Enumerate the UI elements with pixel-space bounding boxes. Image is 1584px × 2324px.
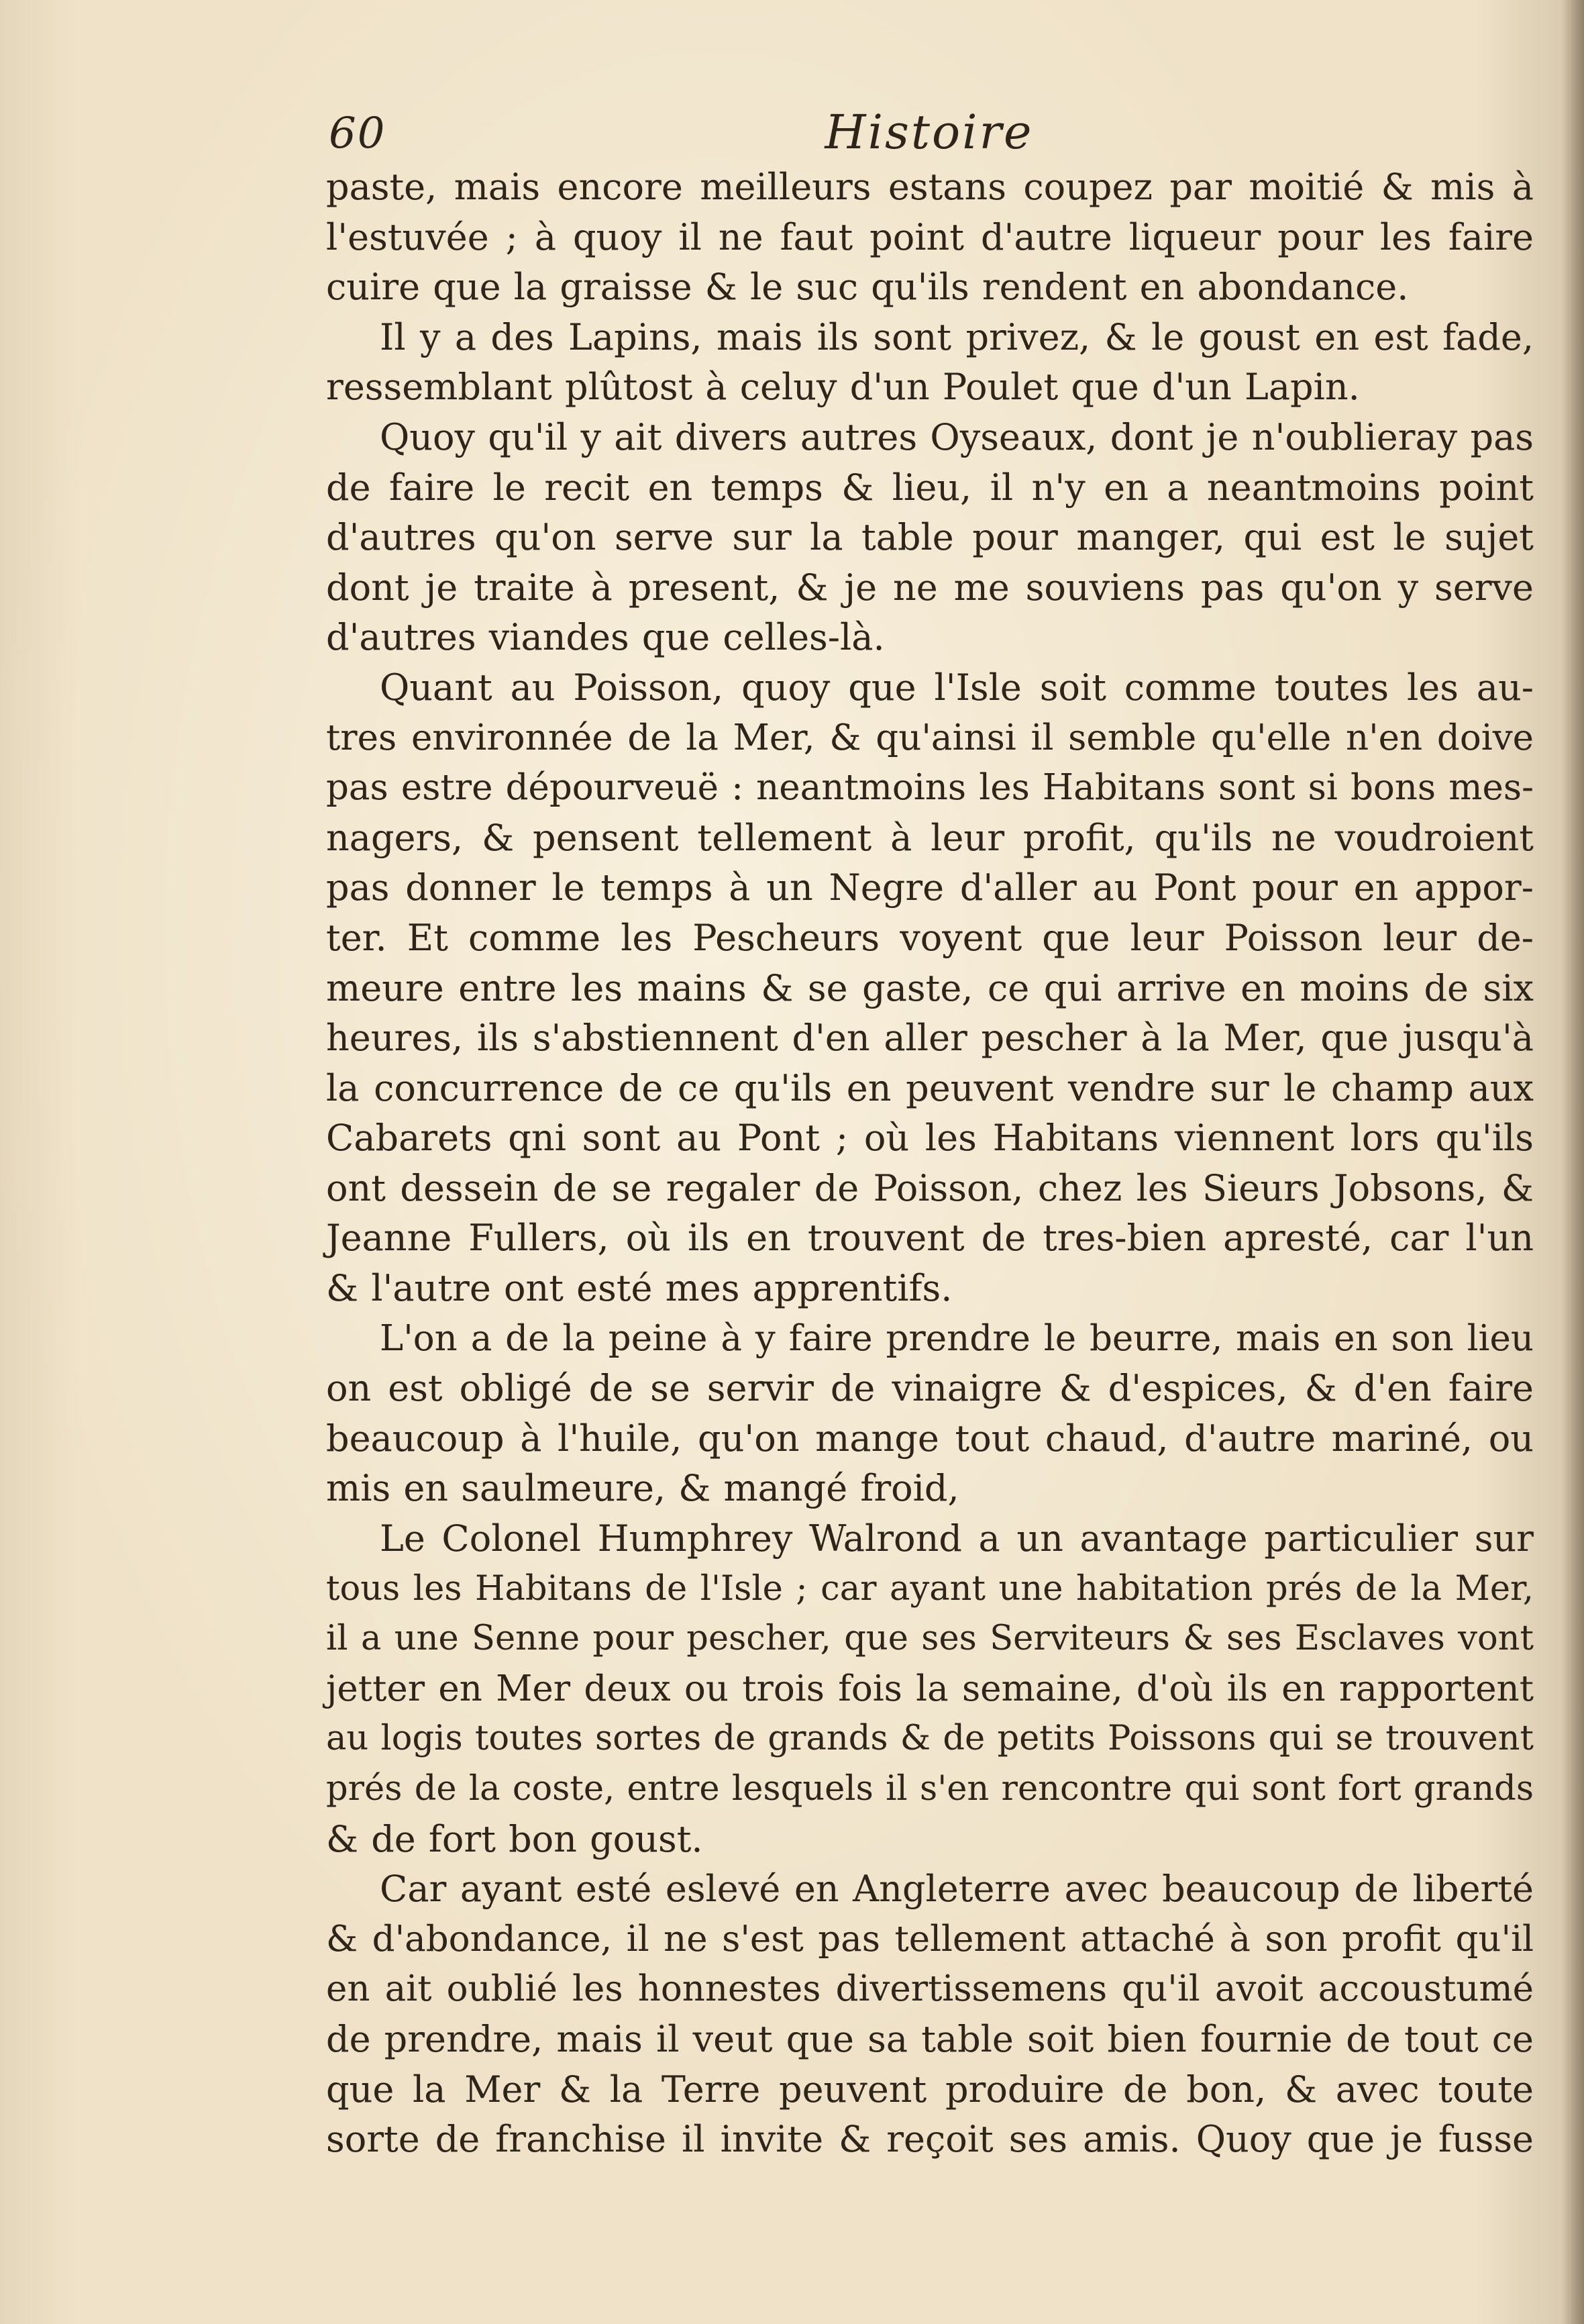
text-line: en ait oublié les honnestes divertissemens qu'il avoit accoustumé <box>326 1968 1534 2010</box>
text-line: Il y a des Lapins, mais ils sont privez, & le goust en est fade, <box>380 315 1534 358</box>
text-line: nagers, & pensent tellement à leur profit, qu'ils ne voudroient <box>326 816 1534 859</box>
text-line: prés de la coste, entre lesquels il s'en rencontre qui sont fort grands <box>326 1769 1534 1809</box>
running-title: Histoire <box>825 105 1034 160</box>
text-line: ont dessein de se regaler de Poisson, chez les Sieurs Jobsons, & <box>326 1166 1534 1209</box>
text-line: ressemblant plûtost à celuy d'un Poulet que d'un Lapin. <box>326 366 1360 409</box>
text-line: cuire que la graisse & le suc qu'ils rendent en abondance. <box>326 266 1409 309</box>
text-line: tous les Habitans de l'Isle ; car ayant une habitation prés de la Mer, <box>326 1568 1534 1609</box>
running-head <box>322 101 1536 161</box>
text-line: de faire le recit en temps & lieu, il n'y en a neantmoins point <box>326 466 1534 509</box>
text-line: mis en saulmeure, & mangé froid, <box>326 1467 959 1510</box>
text-line: L'on a de la peine à y faire prendre le beurre, mais en son lieu <box>380 1317 1534 1359</box>
text-line: ter. Et comme les Pescheurs voyent que leur Poisson leur de- <box>326 916 1534 959</box>
page-number: 60 <box>329 109 386 158</box>
text-line: au logis toutes sortes de grands & de petits Poissons qui se trouvent <box>326 1719 1534 1759</box>
text-line: pas estre dépourveuë : neantmoins les Habitans sont si bons mes- <box>326 767 1534 809</box>
text-line: meure entre les mains & se gaste, ce qui arrive en moins de six <box>326 966 1534 1009</box>
page-edge-shadow <box>1561 0 1584 2324</box>
text-line: on est obligé de se servir de vinaigre & d'espices, & d'en faire <box>326 1367 1534 1410</box>
text-line: beaucoup à l'huile, qu'on mange tout chaud, d'autre mariné, ou <box>326 1417 1534 1460</box>
text-line: jetter en Mer deux ou trois fois la semaine, d'où ils en rapportent <box>326 1668 1534 1709</box>
text-line: & l'autre ont esté mes apprentifs. <box>326 1267 953 1310</box>
text-line: heures, ils s'abstiennent d'en aller pescher à la Mer, que jusqu'à <box>326 1017 1534 1060</box>
text-line: de prendre, mais il veut que sa table soit bien fournie de tout ce <box>326 2017 1534 2060</box>
text-line: & de fort bon goust. <box>326 1817 703 1860</box>
text-line: Quant au Poisson, quoy que l'Isle soit comme toutes les au- <box>380 666 1534 709</box>
text-line: Jeanne Fullers, où ils en trouvent de tres-bien apresté, car l'un <box>326 1217 1534 1260</box>
text-line: Quoy qu'il y ait divers autres Oyseaux, dont je n'oublieray pas <box>380 415 1534 458</box>
text-line: d'autres viandes que celles-là. <box>326 616 885 659</box>
text-line: Le Colonel Humphrey Walrond a un avantage particulier sur <box>380 1517 1534 1560</box>
text-line: l'estuvée ; à quoy il ne faut point d'autre liqueur pour les faire <box>326 215 1534 258</box>
text-line: il a une Senne pour pescher, que ses Serviteurs & ses Esclaves vont <box>326 1619 1534 1659</box>
text-line: & d'abondance, il ne s'est pas tellement attaché à son profit qu'il <box>326 1918 1534 1960</box>
text-line: paste, mais encore meilleurs estans coupez par moitié & mis à <box>326 166 1534 208</box>
text-line: pas donner le temps à un Negre d'aller au Pont pour en appor- <box>326 866 1534 909</box>
text-line: dont je traite à present, & je ne me souviens pas qu'on y serve <box>326 566 1534 609</box>
text-line: Cabarets qni sont au Pont ; où les Habitans viennent lors qu'ils <box>326 1117 1534 1160</box>
text-line: la concurrence de ce qu'ils en peuvent vendre sur le champ aux <box>326 1066 1534 1109</box>
text-line: que la Mer & la Terre peuvent produire de bon, & avec toute <box>326 2068 1534 2111</box>
text-line: d'autres qu'on serve sur la table pour manger, qui est le sujet <box>326 516 1534 559</box>
text-line: sorte de franchise il invite & reçoit ses amis. Quoy que je fusse <box>326 2118 1534 2161</box>
text-line: Car ayant esté eslevé en Angleterre avec beaucoup de liberté <box>380 1868 1534 1911</box>
body-text <box>326 162 1534 2165</box>
text-line: tres environnée de la Mer, & qu'ainsi il semble qu'elle n'en doive <box>326 717 1534 758</box>
